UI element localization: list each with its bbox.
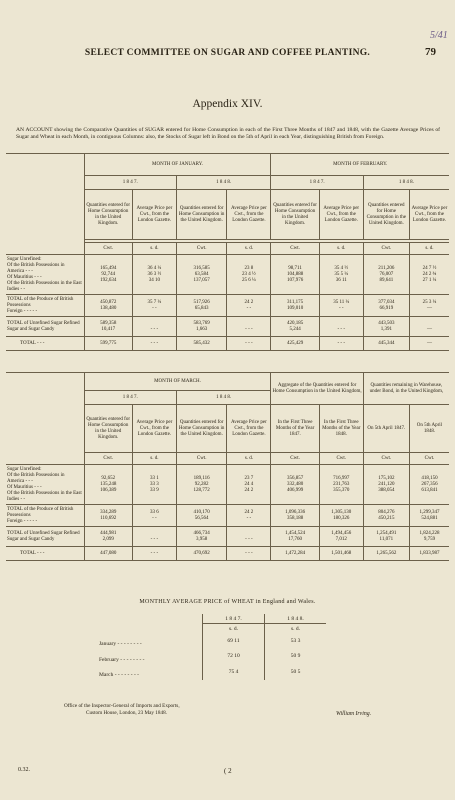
cell-feb47-price: 35 4 ½ 35 5 ¼ 36 11 <box>319 255 363 295</box>
office-address: Office of the Inspector-General of Imports and Exports, Custom House, London, 23 May 1848. <box>64 703 180 716</box>
account-lead: AN ACCOUNT <box>16 127 53 133</box>
unit-cwt: Cwt. <box>363 243 409 255</box>
col-head-qty: Quantities entered for Home Consumption in the United Kingdom. <box>271 190 319 240</box>
table-row: TOTAL of Unrefined Sugar Refined Sugar and Sugar Candy 589,358 10,417 - - - 583,769 1,663 - - - 420,185 5,244 - - - 443,503 1,391 — <box>6 317 449 337</box>
appendix-title: Appendix XIV. <box>192 98 263 110</box>
table-row: TOTAL - - - 599,775 - - - 585,432 - - - 425,429 - - - 445,344 — <box>6 337 449 351</box>
year-1847-mar: 1 8 4 7. <box>84 391 176 405</box>
year-1848-mar: 1 8 4 8. <box>176 391 271 405</box>
aggregate-header: Aggregate of the Quantities entered for Home Consumption in the United Kingdom, <box>271 373 363 405</box>
sheet-mark: ( 2 <box>224 767 232 775</box>
signature: William Irving. <box>336 711 372 717</box>
account-text: showing the Comparative Quantities of SUGAR entered for Home Consumption in each of the First Three Months of 1847 and 1848, with the Gazette Average Prices of Sugar and Wheat in each Month, in contiguous Columns: also, the Stocks of Sugar left in Bond on the 5th of April in each Year, distinguishing British from Foreign. <box>16 127 440 141</box>
unit-sd: s. d. <box>319 243 363 255</box>
wheat-table: 1 8 4 7. 1 8 4 8. s. d. s. d. January - - - - - - - - 69 11 53 3 February - - - - - - - - 72 10 50 9 March - - - - - - - - 75 4 50 5 <box>96 614 326 680</box>
stock-1848-head: On 5th April 1848. <box>409 405 449 453</box>
agg-1848-head: In the First Three Months of the Year 1848. <box>319 405 363 453</box>
unit-cwt: Cwt. <box>176 243 227 255</box>
table-row: March - - - - - - - - 75 4 50 5 <box>96 664 326 680</box>
col-head-price: Average Price per Cwt., from the London Gazette. <box>227 190 271 240</box>
year-1848-jan: 1 8 4 8. <box>176 176 271 190</box>
month-january: MONTH OF JANUARY. <box>84 154 271 176</box>
account-description <box>16 127 440 141</box>
cell-feb48-qty: 211,206 76,007 89,641 <box>363 255 409 295</box>
row-labels-unrefined: Sugar Unrefined: Of the British Possessions in America - - - Of Mauritius - - - Of the British Possessions in the East Indies - - <box>6 255 84 295</box>
month-february: MONTH OF FEBRUARY. <box>271 154 449 176</box>
stock-1847-head: On 5th April 1847. <box>363 405 409 453</box>
cell-jan48-price: 23 8 23 4 ½ 25 6 ¼ <box>227 255 271 295</box>
table-row: TOTAL of the Produce of British Possessions Foreign - - - - - 450,872 138,480 35 7 ¼ - - 517,926 65,843 24 2 - - 311,175 109,010 35 11 ¼ - - 377,034 66,919 25 3 ¼ — <box>6 295 449 317</box>
year-1847-feb: 1 8 4 7. <box>271 176 363 190</box>
cell-jan47-price: 36 4 ¼ 36 3 ½ 34 10 <box>132 255 176 295</box>
col-head-price: Average Price per Cwt., from the London Gazette. <box>132 190 176 240</box>
wheat-title: MONTHLY AVERAGE PRICE of WHEAT in England and Wales. <box>139 599 316 605</box>
handwritten-annotation: 5/41 <box>430 30 448 41</box>
col-head-price: Average Price per Cwt., from the London Gazette. <box>409 190 449 240</box>
year-1848-feb: 1 8 4 8. <box>363 176 449 190</box>
table-march-aggregate: MONTH OF MARCH. Aggregate of the Quantities entered for Home Consumption in the United Kingdom, Quantities remaining in Warehouse, under Bond, in the United Kingdom, 1 8 4 7. 1 8 4 8. Quantities entered for Home Consumption in the United Kingdom. Average Price per Cwt., from the London Gazette. Quantities entered for Home Consumption in the United Kingdom. Average Price per Cwt., from the London Gazette. In the First Three Months of the Year 1847. In the First Three Months of the Year 1848. On 5th April 1847. On 5th April 1848. Cwt. s. d. Cwt. s. d. Cwt. Cwt. Cwt. Cwt. Sugar Unrefined: Of the British Possessions in America - - - Of Mauritius - - - Of the British Possessions in the East Indies - - 92,652 135,248 106,389 33 1 33 3 33 9 189,116 92,282 128,772 23 7 24 4 24 2 356,857 332,480 406,999 716,997 231,763 355,370 175,102 241,120 388,054 418,150 267,356 613,841 TOTAL of the Produce of British Possessions Foreign - - - - - 334,289 110,692 33 6 - - 410,170 56,564 24 2 - - 1,096,336 358,188 1,305,130 180,326 804,276 450,215 1,299,347 524,881 TOTAL of Unrefined Sugar Refined Sugar and Sugar Candy 444,981 2,099 - - - 466,734 3,958 - - - 1,454,524 17,760 1,494,456 7,012 1,254,491 11,071 1,824,228 9,759 TOTAL - - - 447,080 - - - 470,692 - - - 1,472,284 1,501,468 1,265,562 1,833,987 <box>6 372 449 561</box>
unit-sd: s. d. <box>132 243 176 255</box>
document-ref: 0.32. <box>18 767 30 773</box>
table-row: February - - - - - - - - 72 10 50 9 <box>96 649 326 665</box>
unit-sd: s. d. <box>227 243 271 255</box>
unit-cwt: Cwt. <box>271 243 319 255</box>
unit-cwt: Cwt. <box>84 243 132 255</box>
stock-header: Quantities remaining in Warehouse, under Bond, in the United Kingdom, <box>363 373 449 405</box>
year-1847-jan: 1 8 4 7. <box>84 176 176 190</box>
agg-1847-head: In the First Three Months of the Year 1847. <box>271 405 319 453</box>
month-march: MONTH OF MARCH. <box>84 373 271 391</box>
unit-sd: s. d. <box>409 243 449 255</box>
cell-jan48-qty: 316,585 63,584 137,057 <box>176 255 227 295</box>
col-head-price: Average Price per Cwt., from the London Gazette. <box>319 190 363 240</box>
table-jan-feb <box>6 153 449 351</box>
table-row: TOTAL of Unrefined Sugar Refined Sugar and Sugar Candy 444,981 2,099 - - - 466,734 3,958 - - - 1,454,524 17,760 1,494,456 7,012 1,254,491 11,071 1,824,228 9,759 <box>6 527 449 547</box>
cell-jan47-qty: 165,494 92,744 192,634 <box>84 255 132 295</box>
col-head-qty: Quantities entered for Home Consumption in the United Kingdom. <box>363 190 409 240</box>
table-row: January - - - - - - - - 69 11 53 3 <box>96 633 326 649</box>
page-number: 79 <box>425 46 436 58</box>
page-header: SELECT COMMITTEE ON SUGAR AND COFFEE PLANTING. <box>84 48 371 58</box>
table-row: TOTAL - - - 447,080 - - - 470,692 - - - 1,472,284 1,501,468 1,265,562 1,833,987 <box>6 547 449 561</box>
col-head-qty: Quantities entered for Home Consumption in the United Kingdom. <box>176 190 227 240</box>
table-row: TOTAL of the Produce of British Possessions Foreign - - - - - 334,289 110,692 33 6 - - 410,170 56,564 24 2 - - 1,096,336 358,188 1,305,130 180,326 804,276 450,215 1,299,347 524,881 <box>6 505 449 527</box>
cell-feb48-price: 24 7 ½ 24 2 ¾ 27 1 ¼ <box>409 255 449 295</box>
col-head-qty: Quantities entered for Home Consumption in the United Kingdom. <box>84 190 132 240</box>
cell-feb47-qty: 98,711 104,888 107,976 <box>271 255 319 295</box>
